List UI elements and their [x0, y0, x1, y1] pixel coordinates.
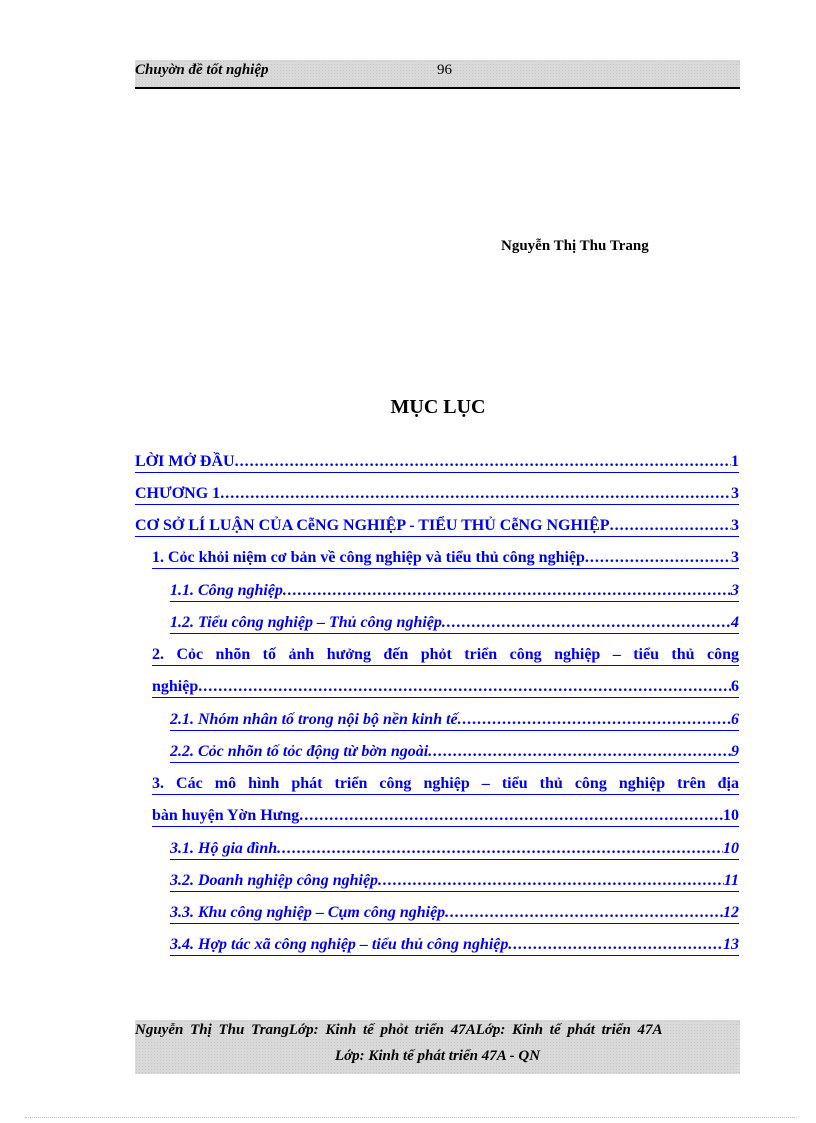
toc-entry-chuong-1[interactable] — [135, 484, 739, 505]
toc-entry-section-2-line1[interactable] — [152, 645, 739, 666]
toc-entry-section-3-1[interactable] — [170, 839, 739, 860]
page-bottom-border — [25, 1117, 795, 1118]
toc-entry-label: 2.2. Cỏc nhõn tố tỏc động từ bờn ngoài — [170, 743, 429, 760]
toc-entry-page: 3 — [731, 582, 739, 599]
toc-entry-section-1-1[interactable] — [170, 581, 739, 602]
toc-entry-page: 10 — [723, 840, 739, 857]
toc-entry-label: 1. Cỏc khỏi niệm cơ bản về công nghiệp và tiểu thủ công nghiệp — [152, 549, 585, 566]
toc-entry-label: CHƯƠNG 1 — [135, 485, 221, 502]
toc-entry-label: nghiệp — [152, 678, 199, 695]
toc-leader-dots — [283, 581, 731, 601]
toc-entry-co-so-li-luan[interactable] — [135, 516, 739, 537]
toc-leader-dots — [299, 806, 723, 826]
toc-title: MỤC LỤC — [390, 396, 486, 418]
toc-entry-section-1[interactable] — [152, 548, 739, 569]
toc-entry-section-2[interactable] — [152, 677, 739, 698]
author-name: Nguyễn Thị Thu Trang — [501, 238, 649, 254]
toc-leader-dots — [610, 516, 731, 536]
toc-entry-label: LỜI MỞ ĐẦU — [135, 453, 235, 470]
header-page-number: 96 — [437, 62, 452, 78]
toc-entry-label: 3.1. Hộ gia đình — [170, 840, 278, 857]
toc-entry-label: 3.3. Khu công nghiệp – Cụm công nghiệp — [170, 904, 446, 921]
toc-entry-page: 3 — [731, 517, 739, 534]
toc-entry-loi-mo-dau[interactable] — [135, 452, 739, 473]
toc-entry-label: 3.4. Hợp tác xã công nghiệp – tiểu thủ công nghiệp — [170, 936, 509, 953]
toc-entry-page: 12 — [723, 904, 739, 921]
toc-entry-label: bàn huyện Yờn Hưng — [152, 807, 300, 824]
toc-leader-dots — [585, 548, 731, 568]
toc-leader-dots — [220, 484, 731, 504]
header-title: Chuyờn đề tốt nghiệp — [135, 62, 269, 78]
toc-leader-dots — [277, 839, 723, 859]
toc-leader-dots — [508, 935, 723, 955]
toc-entry-page: 4 — [731, 614, 739, 631]
toc-entry-page: 1 — [731, 453, 739, 470]
toc-leader-dots — [445, 903, 723, 923]
toc-leader-dots — [442, 613, 731, 633]
footer-line-1: Nguyễn Thị Thu TrangLớp: Kinh tế phỏt triển 47ALớp: Kinh tế phát triển 47A — [135, 1022, 663, 1038]
toc-leader-dots — [235, 452, 731, 472]
toc-entry-page: 3 — [731, 485, 739, 502]
toc-entry-label: 3. Các mô hình phát triển công nghiệp – tiểu thủ công nghiệp trên địa — [152, 775, 739, 792]
toc-entry-page: 11 — [723, 872, 739, 889]
toc-entry-section-1-2[interactable] — [170, 613, 739, 634]
toc-entry-page: 13 — [723, 936, 739, 953]
toc-entry-label: 1.2. Tiểu công nghiệp – Thủ công nghiệp — [170, 614, 442, 631]
toc-entry-page: 10 — [723, 807, 739, 824]
toc-entry-section-3-4[interactable] — [170, 935, 739, 956]
toc-entry-page: 3 — [731, 549, 739, 566]
toc-leader-dots — [458, 710, 731, 730]
toc-entry-section-3[interactable] — [152, 806, 739, 827]
toc-entry-section-2-2[interactable] — [170, 742, 739, 763]
toc-entry-label: 3.2. Doanh nghiệp công nghiệp — [170, 872, 379, 889]
toc-entry-section-3-line1[interactable] — [152, 774, 739, 795]
footer-line-2: Lớp: Kinh tế phát triển 47A - QN — [334, 1048, 541, 1064]
toc-entry-section-2-1[interactable] — [170, 710, 739, 731]
page-header — [135, 60, 740, 89]
toc-entry-page: 6 — [731, 678, 739, 695]
toc-leader-dots — [198, 677, 731, 697]
toc-leader-dots — [428, 742, 731, 762]
toc-entry-section-3-2[interactable] — [170, 871, 739, 892]
toc-entry-section-3-3[interactable] — [170, 903, 739, 924]
toc-entry-page: 9 — [731, 743, 739, 760]
page-footer — [135, 1020, 740, 1074]
toc-leader-dots — [378, 871, 724, 891]
toc-entry-label: 2. Cỏc nhõn tố ảnh hưởng đến phỏt triển công nghiệp – tiểu thủ công — [152, 646, 739, 663]
toc-entry-label: 1.1. Công nghiệp — [170, 582, 283, 599]
toc-entry-page: 6 — [731, 711, 739, 728]
toc-entry-label: CƠ SỞ LÍ LUẬN CỦA CễNG NGHIỆP - TIỂU THỦ CễNG NGHIỆP — [135, 517, 610, 534]
toc-entry-label: 2.1. Nhóm nhân tố trong nội bộ nền kinh tế — [170, 711, 458, 728]
